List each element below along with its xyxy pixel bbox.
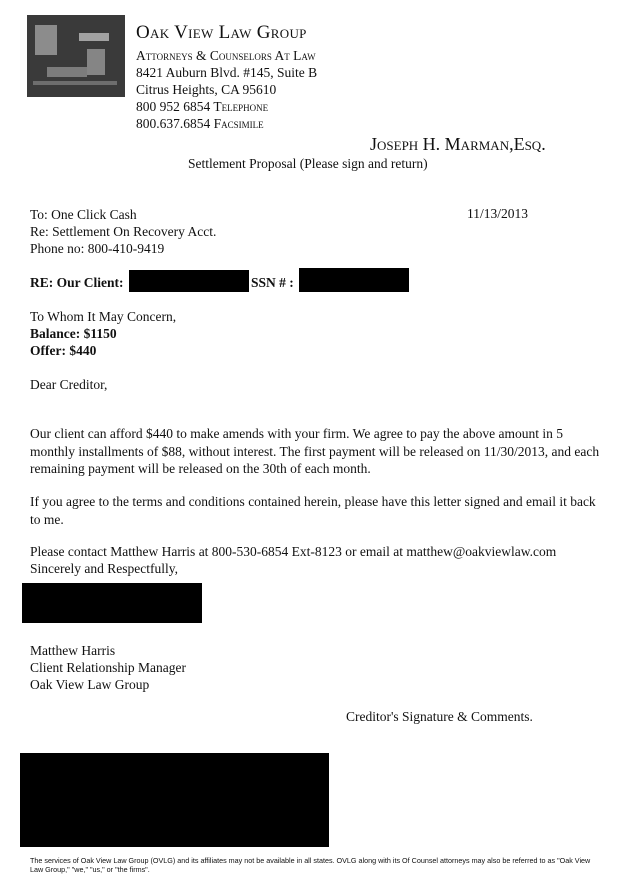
ssn-label: SSN # : <box>251 275 294 290</box>
document-title: Settlement Proposal (Please sign and return) <box>188 156 428 171</box>
greeting: Dear Creditor, <box>30 377 108 392</box>
agreement-paragraph: If you agree to the terms and conditions contained herein, please have this letter signed and email it back to me. <box>30 494 596 527</box>
signer-title: Client Relationship Manager <box>30 660 186 675</box>
balance-amount: Balance: $1150 <box>30 326 117 341</box>
firm-logo-image <box>27 15 125 97</box>
firm-tagline: Attorneys & Counselors At Law <box>136 48 316 63</box>
closing-line: Sincerely and Respectfully, <box>30 561 178 576</box>
payment-terms-paragraph: Our client can afford $440 to make amends with your firm. We agree to pay the above amount in 5 monthly installments of $88, without interest. The first payment will be released on 11/30/2013, and each remaining payment will be released on the 30th of each month. <box>30 426 600 476</box>
firm-phone: 800 952 6854 Telephone <box>136 99 269 114</box>
firm-name: Oak View Law Group <box>136 22 307 43</box>
offer-amount: Offer: $440 <box>30 343 97 358</box>
contact-line: Please contact Matthew Harris at 800-530-6854 Ext-8123 or email at matthew@oakviewlaw.com <box>30 544 557 559</box>
letter-date: 11/13/2013 <box>467 206 529 221</box>
signer-name: Matthew Harris <box>30 643 116 658</box>
redacted-creditor-signature <box>20 753 329 847</box>
redacted-signature <box>22 583 202 623</box>
creditor-signature-label: Creditor's Signature & Comments. <box>346 709 533 724</box>
footer-disclaimer: The services of Oak View Law Group (OVLG) and its affiliates may not be available in all states. OVLG along with its Of Counsel attorneys may also be referred to as "Oak View Law Group," "we," "us," or "the firms". <box>30 856 591 874</box>
recipient-re: Re: Settlement On Recovery Acct. <box>30 224 217 239</box>
recipient-phone: Phone no: 800-410-9419 <box>30 241 165 256</box>
recipient-to: To: One Click Cash <box>30 207 137 222</box>
signer-company: Oak View Law Group <box>30 677 150 692</box>
firm-address-line1: 8421 Auburn Blvd. #145, Suite B <box>136 65 318 80</box>
firm-fax: 800.637.6854 Facsimile <box>136 116 264 131</box>
firm-address-line2: Citrus Heights, CA 95610 <box>136 82 277 97</box>
salutation: To Whom It May Concern, <box>30 309 177 324</box>
attorney-name: Joseph H. Marman,Esq. <box>370 134 546 154</box>
redacted-client-name <box>129 270 249 292</box>
client-label: RE: Our Client: <box>30 275 124 290</box>
redacted-ssn <box>299 268 409 292</box>
